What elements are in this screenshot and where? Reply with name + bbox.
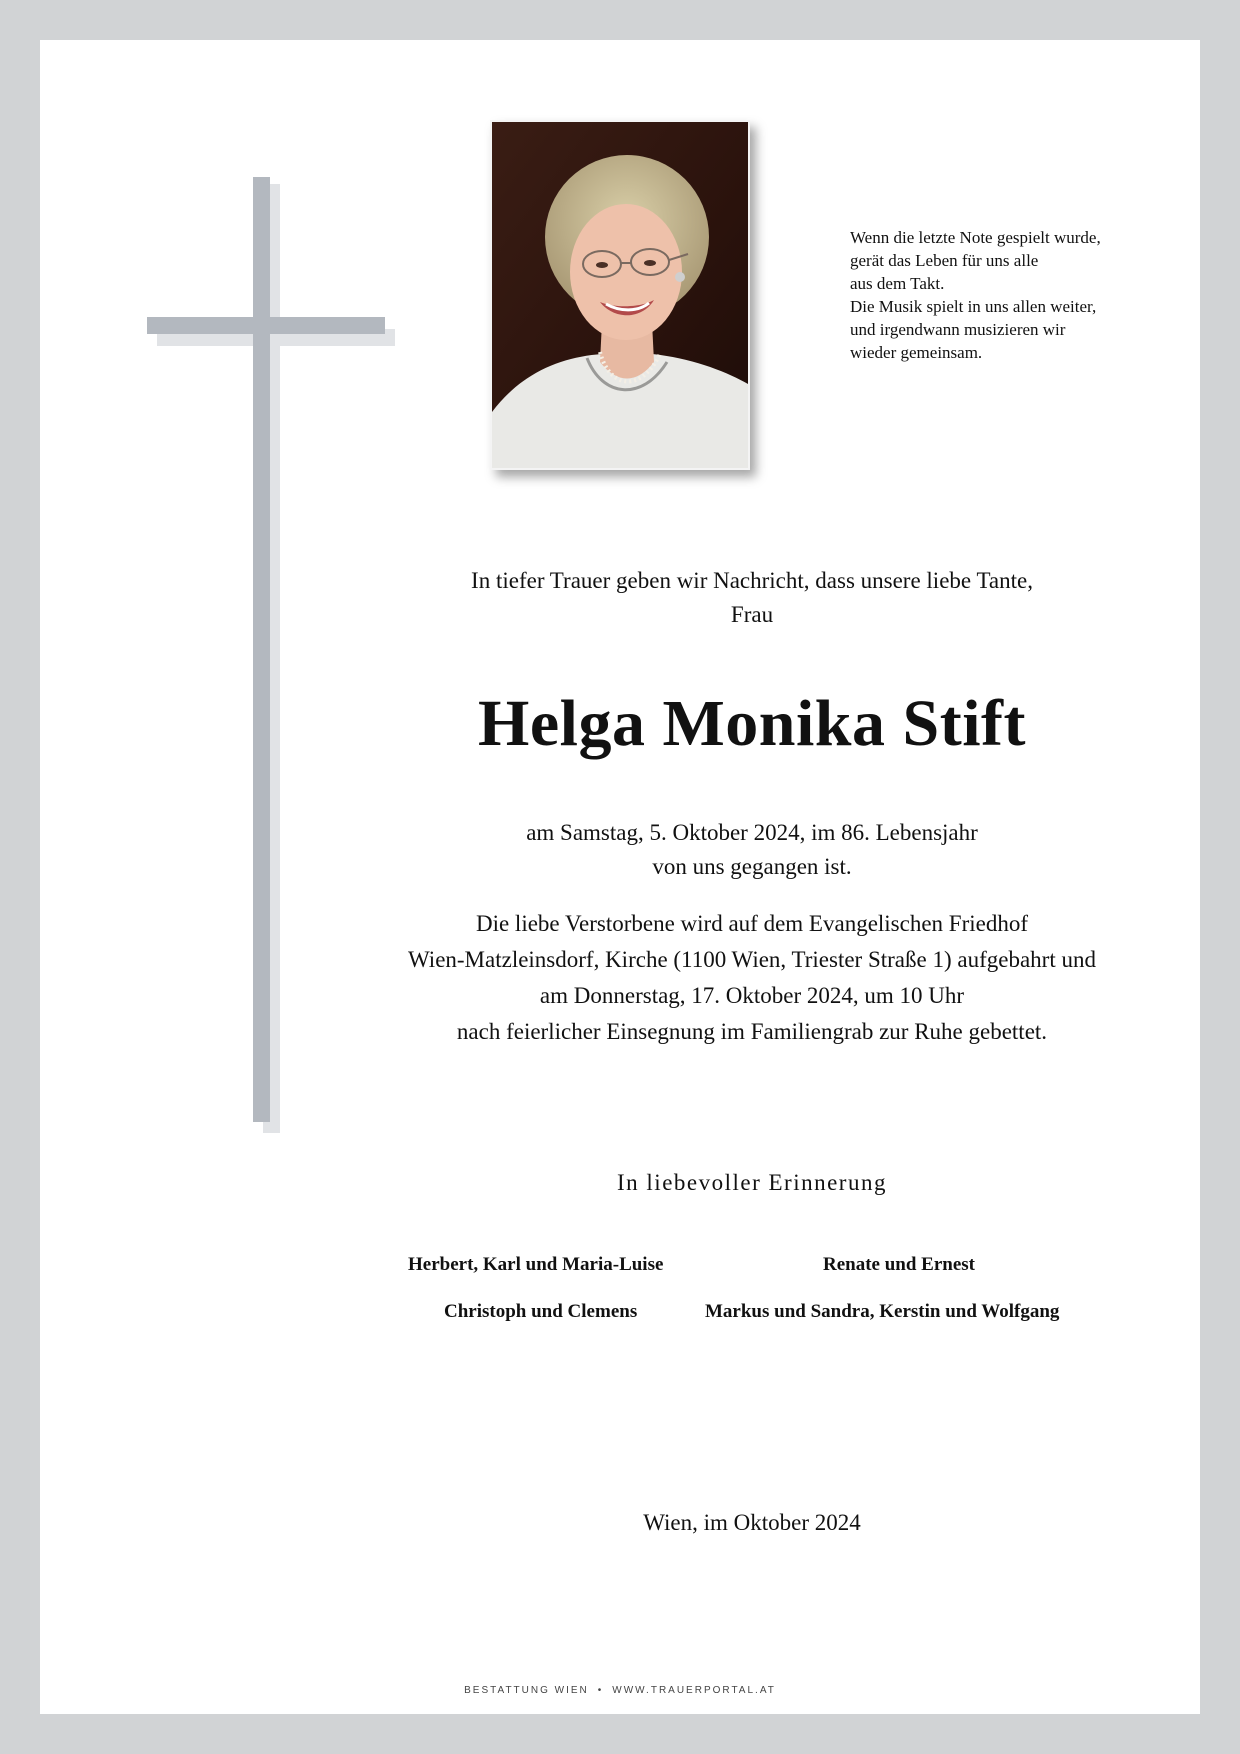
- funeral-line: Die liebe Verstorbene wird auf dem Evangelischen Friedhof: [475, 911, 1029, 936]
- funeral-line: am Donnerstag, 17. Oktober 2024, um 10 Uhr: [539, 983, 965, 1008]
- footer-separator: •: [597, 1685, 604, 1696]
- mourner-group: Christoph und Clemens: [444, 1301, 638, 1322]
- mourner-group: Markus und Sandra, Kerstin und Wolfgang: [705, 1301, 1060, 1322]
- poem-line: Wenn die letzte Note gespielt wurde,: [850, 228, 1101, 247]
- poem-line: aus dem Takt.: [850, 274, 945, 293]
- footer-website: WWW.TRAUERPORTAL.AT: [612, 1685, 776, 1696]
- funeral-details: [352, 906, 1152, 1050]
- footer: [40, 1685, 1200, 1696]
- intro-line: In tiefer Trauer geben wir Nachricht, dass unsere liebe Tante,: [471, 568, 1033, 593]
- poem: [850, 226, 1180, 364]
- poem-line: Die Musik spielt in uns allen weiter,: [850, 297, 1097, 316]
- intro-line: Frau: [730, 602, 774, 627]
- portrait-photo: [490, 120, 750, 470]
- poem-line: wieder gemeinsam.: [850, 343, 983, 362]
- death-date-text: [352, 816, 1152, 884]
- mourner-group: Herbert, Karl und Maria-Luise: [408, 1254, 664, 1275]
- poem-line: gerät das Leben für uns alle: [850, 251, 1039, 270]
- place-date: Wien, im Oktober 2024: [643, 1510, 861, 1535]
- mourner-group: Renate und Ernest: [823, 1254, 976, 1275]
- funeral-line: Wien-Matzleinsdorf, Kirche (1100 Wien, Triester Straße 1) aufgebahrt und: [408, 947, 1096, 972]
- death-line: am Samstag, 5. Oktober 2024, im 86. Lebensjahr: [526, 820, 978, 845]
- footer-company: BESTATTUNG WIEN: [464, 1685, 589, 1696]
- obituary-page: [40, 40, 1200, 1714]
- death-line: von uns gegangen ist.: [652, 854, 852, 879]
- memory-heading: In liebevoller Erinnerung: [617, 1170, 887, 1195]
- intro-text: [352, 564, 1152, 632]
- poem-line: und irgendwann musizieren wir: [850, 320, 1066, 339]
- funeral-line: nach feierlicher Einsegnung im Familiengrab zur Ruhe gebettet.: [456, 1019, 1048, 1044]
- deceased-name: Helga Monika Stift: [478, 687, 1026, 760]
